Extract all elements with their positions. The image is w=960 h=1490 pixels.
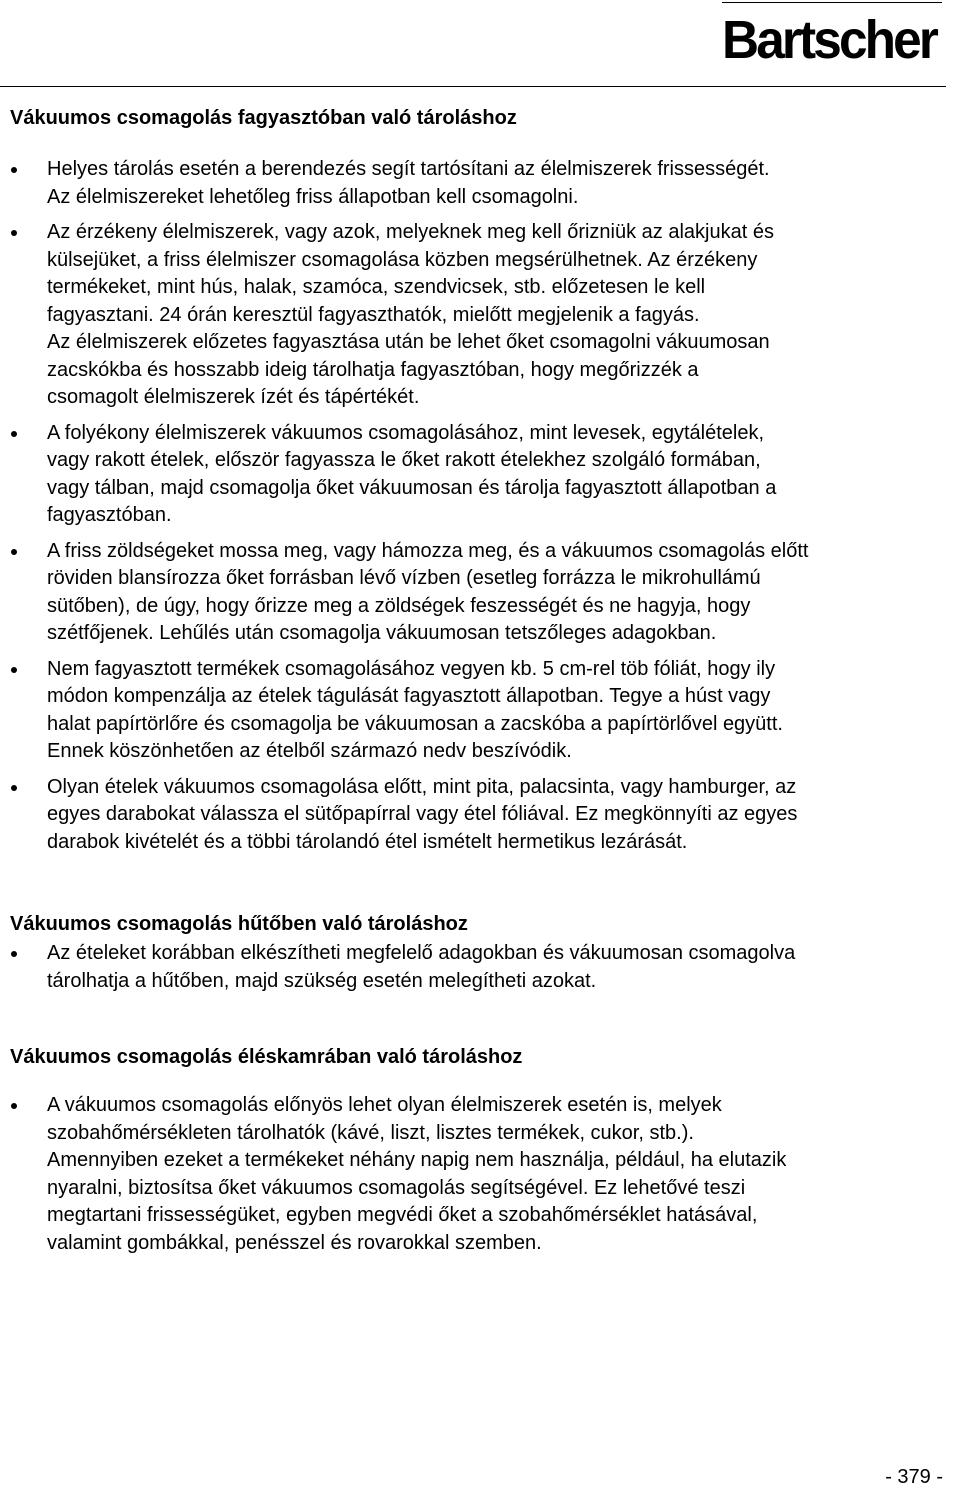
list-item (0, 538, 960, 648)
header-rule (0, 86, 946, 87)
text-line: vagy rakott ételek, először fagyassza le őket rakott ételekhez szolgáló formában, (47, 449, 761, 471)
text-line: módon kompenzálja az ételek tágulását fagyasztott állapotban. Tegye a húst vagy (47, 685, 771, 707)
bullet-icon (11, 951, 17, 957)
bullet-icon (11, 549, 17, 555)
text-line: fagyasztóban. (47, 504, 172, 526)
list-freezer (0, 156, 960, 856)
text-line: Nem fagyasztott termékek csomagolásához vegyen kb. 5 cm-rel töb fóliát, hogy ily (47, 657, 776, 680)
text-line: zacskókba és hosszabb ideig tárolhatja fagyasztóban, hogy megőrizzék a (47, 358, 699, 381)
bartscher-logo (722, 2, 944, 68)
text-line: Az ételeket korábban elkészítheti megfelelő adagokban és vákuumosan csomagolva (47, 942, 796, 964)
text-line: termékeket, mint hús, halak, szamóca, szendvicsek, stb. előzetesen le kell (47, 276, 706, 298)
text-line: megtartani frissességüket, egyben megvédi őket a szobahőmérséklet hatásával, (47, 1204, 758, 1226)
text-line: csomagolt élelmiszerek ízét és tápértékét. (47, 386, 420, 408)
text-line: nyaralni, biztosítsa őket vákuumos csomagolás segítségével. Ez lehetővé teszi (47, 1176, 746, 1199)
text-line: fagyasztani. 24 órán keresztül fagyaszthatók, mielőtt megjelenik a fagyás. (47, 303, 700, 326)
text-line: A vákuumos csomagolás előnyös lehet olyan élelmiszerek esetén is, melyek (47, 1094, 722, 1116)
text-line: röviden blansírozza őket forrásban lévő vízben (esetleg forrázza le mikrohullámú (47, 567, 761, 589)
bullet-icon (11, 167, 17, 173)
text-line: sütőben), de úgy, hogy őrizze meg a zöldségek feszességét és ne hagyja, hogy (47, 594, 751, 617)
text-line: A friss zöldségeket mossa meg, vagy hámozza meg, és a vákuumos csomagolás előtt (47, 539, 809, 562)
bullet-icon (11, 431, 17, 437)
list-fridge (0, 940, 960, 995)
text-line: valamint gombákkal, penésszel és rovarokkal szemben. (47, 1231, 542, 1254)
bullet-icon (11, 667, 17, 673)
bullet-icon (11, 230, 17, 236)
page-number: - 379 - (885, 1466, 943, 1488)
bullet-icon (11, 1103, 17, 1109)
text-line: egyes darabokat válassza el sütőpapírral vagy étel fóliával. Ez megkönnyíti az egyes (47, 803, 798, 825)
list-item (0, 774, 960, 857)
text-line: darabok kivételét és a többi tárolandó étel ismételt hermetikus lezárását. (47, 830, 688, 853)
list-item (0, 420, 960, 530)
section-title-fridge: Vákuumos csomagolás hűtőben való tároláshoz (10, 913, 468, 935)
text-line: vagy tálban, majd csomagolja őket vákuumosan és tárolja fagyasztott állapotban a (47, 476, 777, 499)
text-line: Olyan ételek vákuumos csomagolása előtt, mint pita, palacsinta, vagy hamburger, az (47, 775, 797, 798)
text-line: Az érzékeny élelmiszerek, vagy azok, melyeknek meg kell őrizniük az alakjukat és (47, 221, 774, 243)
text-line: tárolhatja a hűtőben, majd szükség esetén melegítheti azokat. (47, 969, 597, 992)
text-line: Az élelmiszerek előzetes fagyasztása után be lehet őket csomagolni vákuumosan (47, 331, 770, 353)
text-line: Amennyiben ezeket a termékeket néhány napig nem használja, például, ha elutazik (47, 1149, 787, 1171)
section-title-pantry: Vákuumos csomagolás éléskamrában való tároláshoz (10, 1046, 523, 1068)
list-item (0, 156, 960, 211)
text-line: szobahőmérsékleten tárolhatók (kávé, liszt, lisztes termékek, cukor, stb.). (47, 1121, 694, 1144)
text-line: Az élelmiszereket lehetőleg friss állapotban kell csomagolni. (47, 185, 579, 208)
bartscher-logo-text: Bartscher (722, 10, 939, 68)
bullet-icon (11, 785, 17, 791)
list-item (0, 940, 960, 995)
text-line: szétfőjenek. Lehűlés után csomagolja vákuumosan tetszőleges adagokban. (47, 622, 717, 644)
list-pantry (0, 1092, 960, 1257)
list-item (0, 219, 960, 412)
text-line: Ennek köszönhetően az ételből származó nedv beszívódik. (47, 740, 572, 762)
text-line: halat papírtörlőre és csomagolja be vákuumosan a zacskóba a papírtörlővel együtt. (47, 712, 783, 735)
list-item (0, 656, 960, 766)
section-title-freezer: Vákuumos csomagolás fagyasztóban való tároláshoz (10, 107, 517, 129)
text-line: A folyékony élelmiszerek vákuumos csomagolásához, mint levesek, egytálételek, (47, 421, 765, 444)
list-item (0, 1092, 960, 1257)
text-line: külsejüket, a friss élelmiszer csomagolása közben megsérülhetnek. Az érzékeny (47, 248, 758, 271)
text-line: Helyes tárolás esetén a berendezés segít tartósítani az élelmiszerek frissességét. (47, 158, 770, 180)
